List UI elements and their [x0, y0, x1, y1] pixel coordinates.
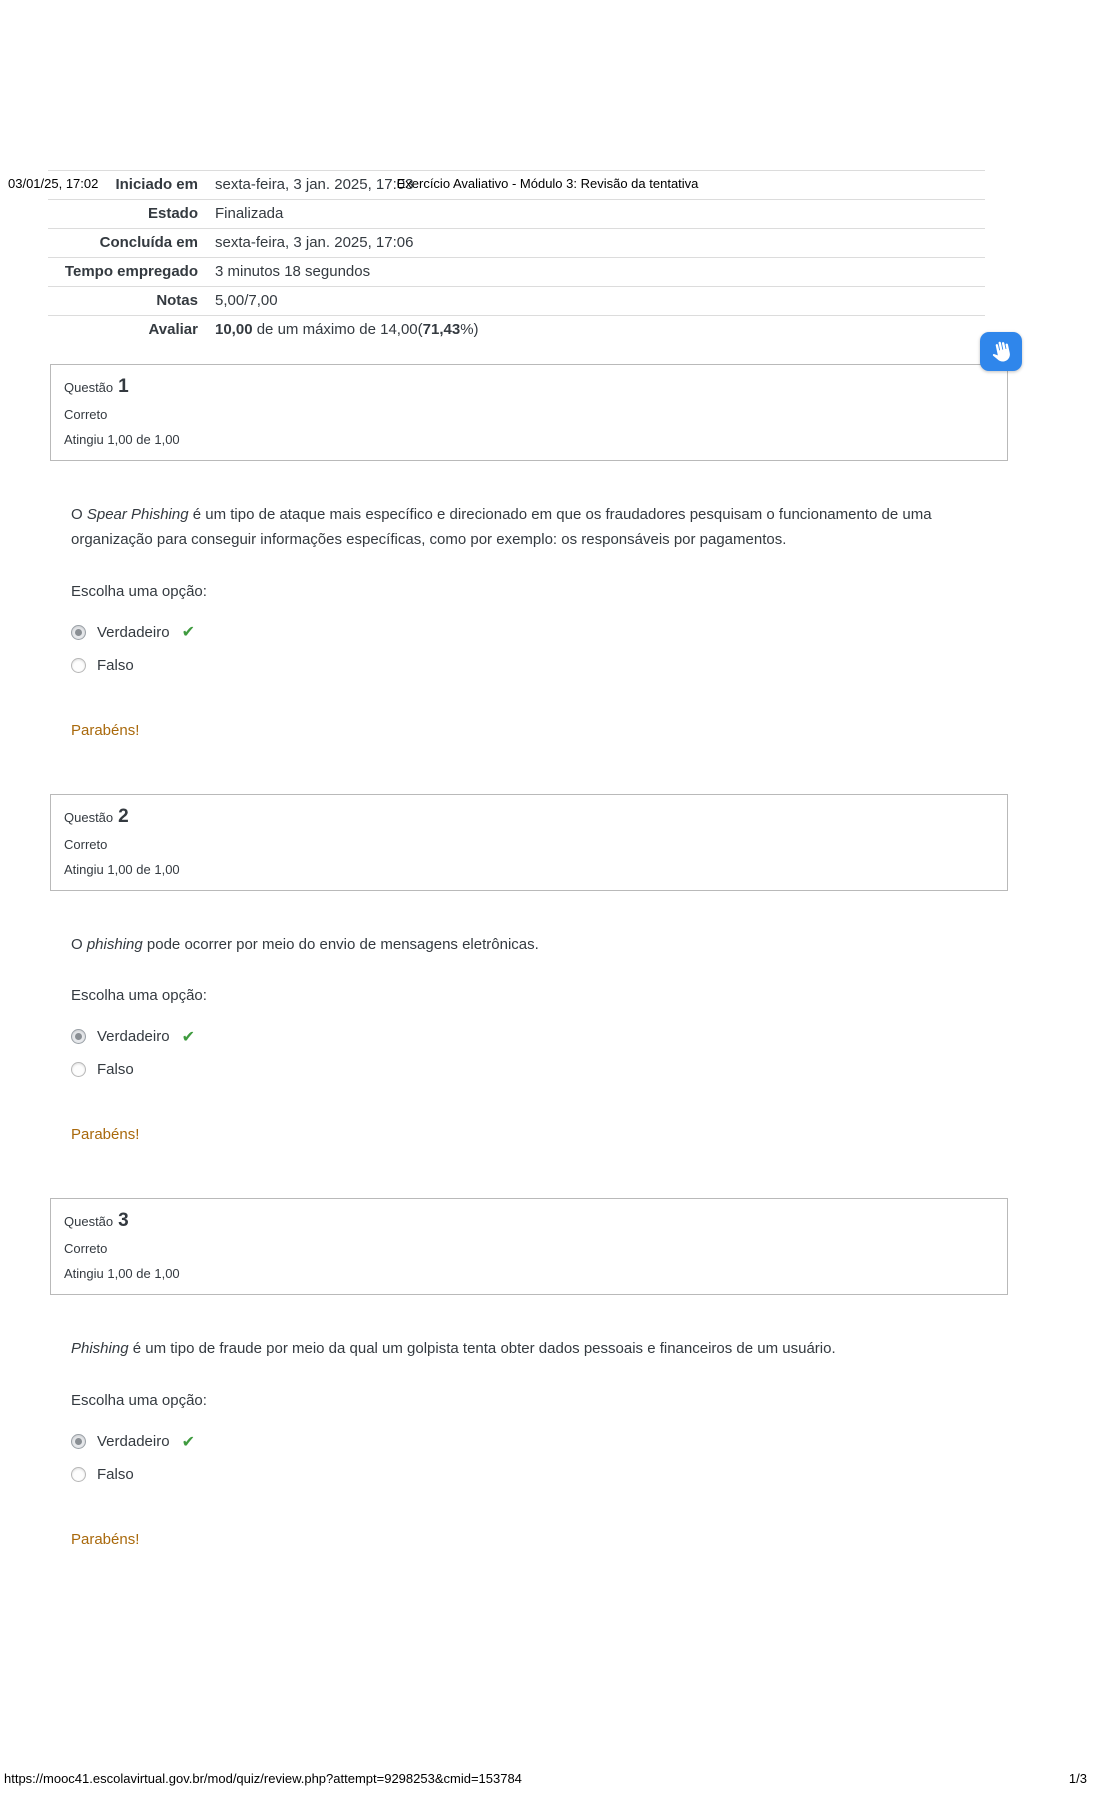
summary-value: sexta-feira, 3 jan. 2025, 17:06 [215, 234, 414, 251]
question-state: Correto [64, 407, 108, 422]
summary-value: sexta-feira, 3 jan. 2025, 17:03 [215, 176, 414, 193]
radio-selected[interactable] [71, 1434, 86, 1449]
summary-value: Finalizada [215, 205, 284, 222]
correct-check-icon: ✔ [181, 1433, 195, 1451]
print-footer [0, 1768, 1095, 1786]
option-label: Verdadeiro [97, 623, 170, 641]
option-label: Falso [97, 1466, 134, 1483]
answer-prompt: Escolha uma opção: [71, 987, 207, 1005]
question-1 [50, 364, 1008, 739]
answer-options [71, 1020, 951, 1086]
question-text: Phishing é um tipo de fraude por meio da qual um golpista tenta obter dados pessoais e financeiros de um usuário. [71, 1340, 836, 1358]
question-label: Questão [64, 809, 114, 825]
summary-row-grade [48, 315, 985, 344]
feedback-text: Parabéns! [71, 1531, 140, 1548]
summary-row [48, 257, 985, 286]
hand-talk-button[interactable] [980, 332, 1022, 371]
question-info-box [50, 1198, 1008, 1295]
question-label: Questão [64, 380, 114, 395]
summary-row [48, 286, 985, 315]
option-falso[interactable] [71, 649, 951, 682]
option-falso[interactable] [71, 1053, 951, 1086]
feedback-text: Parabéns! [71, 721, 140, 739]
answer-options [71, 1425, 951, 1491]
question-points: Atingiu 1,00 de 1,00 [64, 1266, 180, 1282]
feedback-text: Parabéns! [71, 1126, 140, 1144]
question-info-box [50, 364, 1008, 461]
question-info-box [50, 794, 1008, 891]
option-label: Verdadeiro [97, 1433, 170, 1450]
option-label: Falso [97, 1061, 134, 1079]
page-title: Exercício Avaliativo - Módulo 3: Revisão da tentativa [396, 176, 699, 191]
question-number: 3 [118, 1210, 129, 1232]
print-header [0, 176, 1095, 196]
summary-row [48, 199, 985, 228]
question-number: 1 [118, 376, 129, 397]
summary-label: Avaliar [148, 321, 198, 338]
option-label: Verdadeiro [97, 1028, 170, 1046]
question-text: O Spear Phishing é um tipo de ataque mais específico e direcionado em que os fraudadores pesquisam o funcionamento de uma organização para conseguir informações específicas, como por exemplo: os responsáveis por pagamentos. [71, 506, 932, 548]
print-page-number: 1/3 [1068, 1771, 1087, 1786]
radio-unselected[interactable] [71, 1467, 86, 1482]
answer-options [71, 616, 951, 682]
correct-check-icon: ✔ [181, 1028, 195, 1046]
summary-grade-value: 10,00 de um máximo de 14,00(71,43%) [215, 321, 479, 338]
print-datetime: 03/01/25, 17:02 [8, 176, 99, 191]
summary-label: Notas [156, 292, 198, 309]
summary-row [48, 228, 985, 257]
question-text: O phishing pode ocorrer por meio do envio de mensagens eletrônicas. [71, 935, 539, 953]
option-verdadeiro[interactable] [71, 616, 951, 649]
question-number: 2 [118, 805, 129, 827]
question-points: Atingiu 1,00 de 1,00 [64, 861, 180, 877]
answer-prompt: Escolha uma opção: [71, 1392, 207, 1409]
option-falso[interactable] [71, 1458, 951, 1491]
correct-check-icon: ✔ [181, 624, 195, 641]
summary-value: 3 minutos 18 segundos [215, 263, 371, 280]
summary-value: 5,00/7,00 [215, 292, 278, 309]
summary-label: Tempo empregado [64, 263, 198, 280]
radio-unselected[interactable] [71, 1062, 86, 1077]
summary-label: Iniciado em [115, 176, 198, 193]
radio-selected[interactable] [71, 1029, 86, 1044]
question-state: Correto [64, 836, 108, 852]
question-2 [50, 794, 1008, 1144]
option-verdadeiro[interactable] [71, 1020, 951, 1053]
question-3 [50, 1198, 1008, 1548]
attempt-summary-table [48, 170, 985, 344]
summary-label: Concluída em [99, 234, 198, 251]
option-verdadeiro[interactable] [71, 1425, 951, 1458]
option-label: Falso [97, 656, 134, 674]
answer-prompt: Escolha uma opção: [71, 582, 207, 600]
radio-unselected[interactable] [71, 658, 86, 673]
hand-talk-icon [988, 339, 1014, 365]
radio-selected[interactable] [71, 625, 86, 640]
summary-label: Estado [147, 205, 198, 222]
question-label: Questão [64, 1214, 114, 1230]
question-points: Atingiu 1,00 de 1,00 [64, 432, 180, 447]
question-state: Correto [64, 1241, 108, 1257]
print-url: https://mooc41.escolavirtual.gov.br/mod/quiz/review.php?attempt=9298253&cmid=153784 [4, 1771, 522, 1786]
